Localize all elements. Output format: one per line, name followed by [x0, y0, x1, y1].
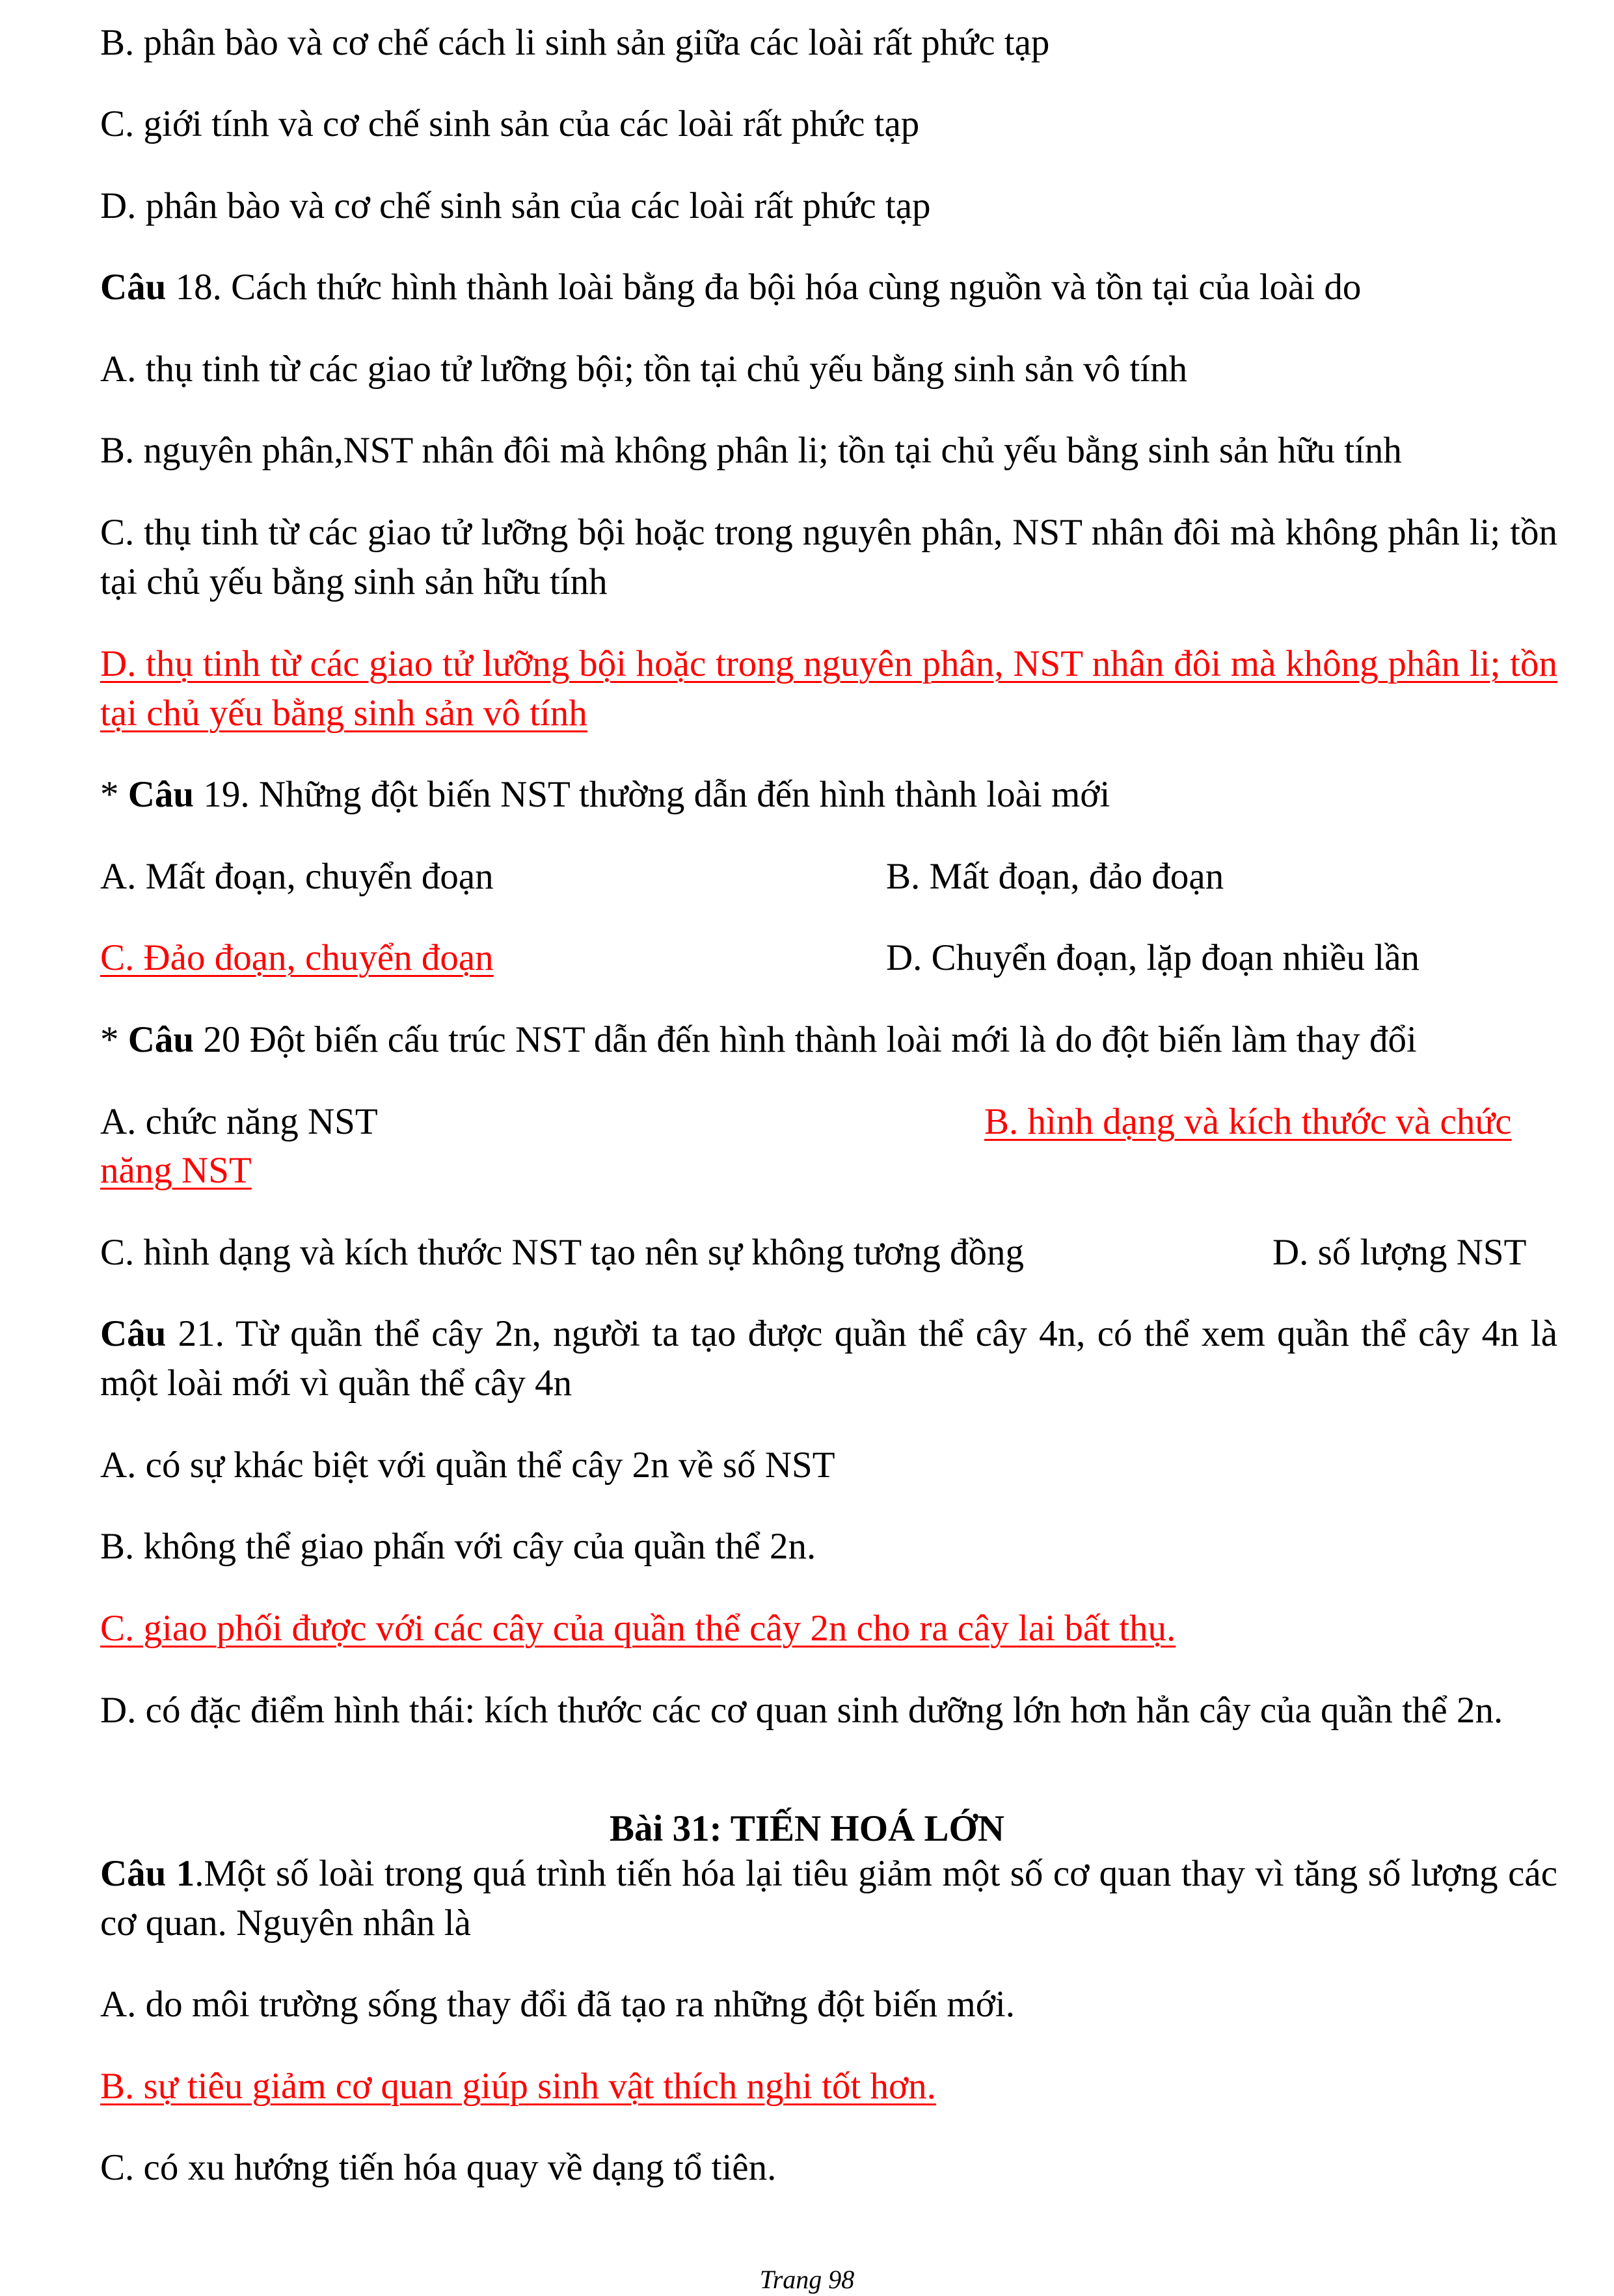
- l31-q1-option-c: C. có xu hướng tiến hóa quay về dạng tổ tiên.: [100, 2147, 777, 2188]
- q18-option-b: B. nguyên phân,NST nhân đôi mà không phân li; tồn tại chủ yếu bằng sinh sản hữu tính: [100, 430, 1402, 471]
- asterisk-mark: *: [100, 1019, 128, 1060]
- question-text: 20 Đột biến cấu trúc NST dẫn đến hình thành loài mới là do đột biến làm thay đổi: [194, 1019, 1417, 1060]
- asterisk-mark: *: [100, 774, 128, 815]
- q18-option-c: C. thụ tinh từ các giao tử lưỡng bội hoặc trong nguyên phân, NST nhân đôi mà không phân li; tồn tại chủ yếu bằng sinh sản hữu tính: [100, 512, 1557, 602]
- l31-q1-option-a: A. do môi trường sống thay đổi đã tạo ra những đột biến mới.: [100, 1984, 1015, 2025]
- answer-text-line-1: B. hình dạng và kích thước và chức: [984, 1101, 1512, 1142]
- q19-option-d: D. Chuyển đoạn, lặp đoạn nhiều lần: [886, 937, 1419, 978]
- l31-q1-stem: [100, 1849, 1557, 1948]
- q19-option-b: B. Mất đoạn, đảo đoạn: [886, 856, 1224, 897]
- question-text: 18. Cách thức hình thành loài bằng đa bội hóa cùng nguồn và tồn tại của loài do: [166, 267, 1362, 308]
- q19-option-c-answer: C. Đảo đoạn, chuyển đoạn: [100, 937, 494, 978]
- q21-option-b: B. không thể giao phấn với cây của quần thể 2n.: [100, 1526, 816, 1567]
- q21-option-c-answer: [100, 1604, 1176, 1653]
- question-label: Câu: [128, 1019, 195, 1060]
- q21-option-a: A. có sự khác biệt với quần thể cây 2n về số NST: [100, 1445, 835, 1486]
- q19-stem: [100, 770, 1110, 820]
- answer-text: B. sự tiêu giảm cơ quan giúp sinh vật thích nghi tốt hơn.: [100, 2066, 936, 2107]
- answer-text: C. giao phối được với các cây của quần thể cây 2n cho ra cây lai bất thụ.: [100, 1608, 1176, 1649]
- q20-option-b-answer: [984, 1097, 1512, 1147]
- question-text: 19. Những đột biến NST thường dẫn đến hình thành loài mới: [194, 774, 1110, 815]
- q20-option-b-answer-cont: [100, 1146, 252, 1195]
- q21-option-d: D. có đặc điểm hình thái: kích thước các cơ quan sinh dưỡng lớn hơn hẳn cây của quần thể 2n.: [100, 1690, 1503, 1731]
- q18-stem: [100, 263, 1361, 312]
- l31-q1-option-b-answer: [100, 2062, 936, 2111]
- q17-option-b: B. phân bào và cơ chế cách li sinh sản giữa các loài rất phức tạp: [100, 22, 1050, 63]
- q18-option-d-answer: [100, 639, 1557, 738]
- q20-option-d: D. số lượng NST: [1272, 1232, 1527, 1273]
- q19-options-row-1: [100, 852, 494, 901]
- q21-stem: [100, 1309, 1557, 1408]
- question-label: Câu: [100, 267, 167, 308]
- question-label: Câu: [128, 774, 195, 815]
- q20-option-c: C. hình dạng và kích thước NST tạo nên sự không tương đồng: [100, 1232, 1025, 1273]
- question-label: Câu: [100, 1313, 167, 1354]
- q17-option-d: D. phân bào và cơ chế sinh sản của các loài rất phức tạp: [100, 185, 931, 226]
- q19-option-a: A. Mất đoạn, chuyển đoạn: [100, 856, 494, 897]
- page-number: Trang 98: [759, 2265, 855, 2294]
- q17-option-c: C. giới tính và cơ chế sinh sản của các loài rất phức tạp: [100, 103, 920, 144]
- q20-option-a: A. chức năng NST: [100, 1101, 378, 1142]
- q20-stem: [100, 1015, 1417, 1065]
- question-text: .Một số loài trong quá trình tiến hóa lại tiêu giảm một số cơ quan thay vì tăng số lượng các cơ quan. Nguyên nhân là: [100, 1853, 1557, 1943]
- lesson-heading: Bài 31: TIẾN HOÁ LỚN: [609, 1808, 1005, 1849]
- answer-text-line-2: năng NST: [100, 1150, 252, 1191]
- q19-options-row-2: [100, 933, 494, 983]
- q18-option-a: A. thụ tinh từ các giao tử lưỡng bội; tồn tại chủ yếu bằng sinh sản vô tính: [100, 349, 1188, 390]
- question-label: Câu 1: [100, 1853, 195, 1894]
- question-text: 21. Từ quần thể cây 2n, người ta tạo được quần thể cây 4n, có thể xem quần thể cây 4n là một loài mới vì quần thể cây 4n: [100, 1313, 1557, 1404]
- answer-text: D. thụ tinh từ các giao tử lưỡng bội hoặc trong nguyên phân, NST nhân đôi mà không phân li; tồn tại chủ yếu bằng sinh sản vô tính: [100, 643, 1557, 734]
